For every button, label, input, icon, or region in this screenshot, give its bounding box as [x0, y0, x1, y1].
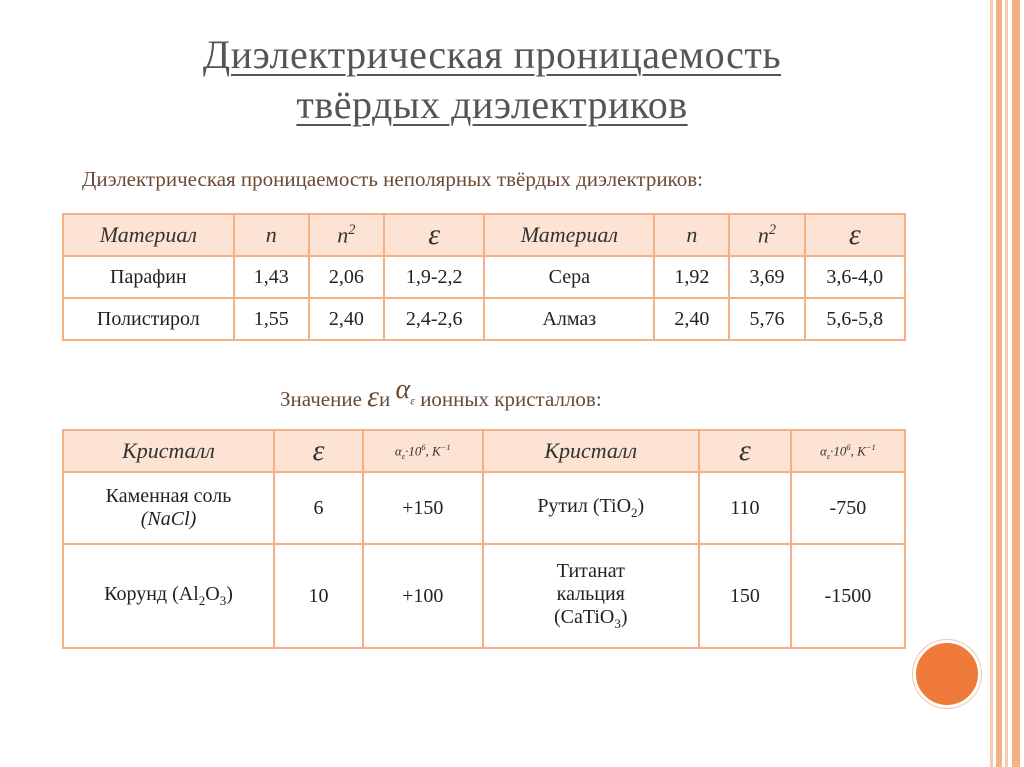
table-row	[63, 298, 905, 340]
cell-material: Алмаз	[484, 298, 654, 340]
cell-n: 1,55	[234, 298, 309, 340]
alpha-symbol: $\alpha_\varepsilon$	[395, 374, 415, 408]
header-alpha-2: $\alpha_\varepsilon\cdot 10^6$, $K^{-1}$	[791, 430, 905, 472]
cell-crystal: Корунд $(Al_2O_3)$	[63, 544, 274, 648]
cell-crystal: Рутил (TiO$_2$)	[483, 472, 699, 544]
cell-epsilon: 1,9-2,2	[384, 256, 484, 298]
header-material-2: Материал	[484, 214, 654, 256]
cell-n-squared: 5,76	[729, 298, 804, 340]
ionic-crystals-table	[62, 429, 906, 649]
cell-epsilon: 2,4-2,6	[384, 298, 484, 340]
title-line-2: твёрдых диэлектриков	[296, 82, 688, 127]
table-header-row	[63, 430, 905, 472]
table-row	[63, 472, 905, 544]
header-epsilon-2: ε	[699, 430, 791, 472]
header-alpha: $\alpha_\varepsilon\cdot 10^6$, $K^{-1}$	[363, 430, 483, 472]
cell-crystal: Каменная соль (NaCl)	[63, 472, 274, 544]
cell-epsilon: 3,6-4,0	[805, 256, 906, 298]
cell-n-squared: 2,06	[309, 256, 384, 298]
cell-n: 1,43	[234, 256, 309, 298]
cell-epsilon: 5,6-5,8	[805, 298, 906, 340]
cell-epsilon: 150	[699, 544, 791, 648]
cell-alpha: -1500	[791, 544, 905, 648]
header-n-squared-2: $n^2$	[729, 214, 804, 256]
cell-n: 1,92	[654, 256, 729, 298]
header-epsilon: ε	[384, 214, 484, 256]
cell-alpha: -750	[791, 472, 905, 544]
header-crystal: Кристалл	[63, 430, 274, 472]
subtitle-ionic: Значение εи $\alpha_\varepsilon$ ионных кристаллов:	[280, 374, 602, 413]
cell-n: 2,40	[654, 298, 729, 340]
cell-epsilon: 6	[274, 472, 363, 544]
decorative-circle	[913, 640, 981, 708]
header-n-squared: $n^2$	[309, 214, 384, 256]
table-header-row	[63, 214, 905, 256]
decorative-stripes	[990, 0, 1024, 767]
header-epsilon-2: ε	[805, 214, 906, 256]
table-row	[63, 256, 905, 298]
table-row	[63, 544, 905, 648]
cell-n-squared: 2,40	[309, 298, 384, 340]
page-title	[0, 30, 984, 130]
header-material: Материал	[63, 214, 234, 256]
cell-n-squared: 3,69	[729, 256, 804, 298]
cell-epsilon: 110	[699, 472, 791, 544]
cell-alpha: +100	[363, 544, 483, 648]
cell-alpha: +150	[363, 472, 483, 544]
cell-material: Парафин	[63, 256, 234, 298]
title-line-1: Диэлектрическая проницаемость	[202, 32, 782, 77]
cell-crystal: Титанат кальция (CaTiO$_3$)	[483, 544, 699, 648]
header-crystal-2: Кристалл	[483, 430, 699, 472]
cell-epsilon: 10	[274, 544, 363, 648]
cell-material: Сера	[484, 256, 654, 298]
epsilon-symbol: ε	[367, 380, 379, 413]
header-n-2: n	[654, 214, 729, 256]
subtitle-nonpolar: Диэлектрическая проницаемость неполярных твёрдых диэлектриков:	[82, 167, 703, 191]
nonpolar-table	[62, 213, 906, 341]
header-epsilon: ε	[274, 430, 363, 472]
header-n: n	[234, 214, 309, 256]
cell-material: Полистирол	[63, 298, 234, 340]
